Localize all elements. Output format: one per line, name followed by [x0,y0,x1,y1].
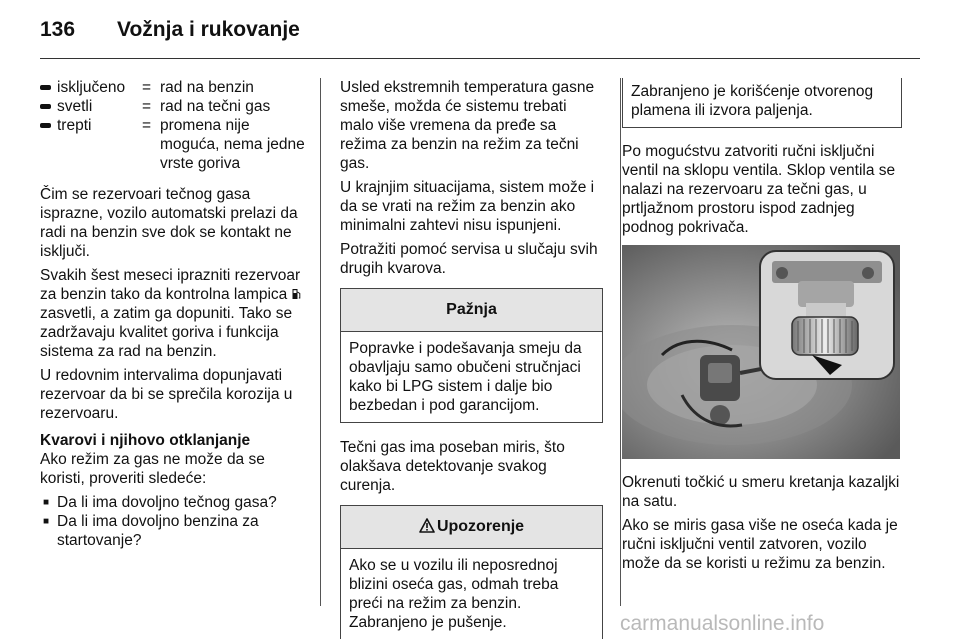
fuel-pump-icon [292,288,301,300]
lpg-equals: = [142,79,152,96]
lpg-equals: = [142,98,152,115]
list-item: ■ Da li ima dovoljno benzina za startovanje? [40,512,308,550]
paragraph: Potražiti pomoć servisa u slučaju svih drugih kvarova. [340,241,598,277]
warning-continuation-body: Zabranjeno je korišćenje otvorenog plamena ili izvora paljenja. [631,83,874,119]
paragraph: Čim se rezervoari tečnog gasa isprazne, vozilo automatski prelazi da radi na benzin sve dok se kontakt ne isključi. [40,186,298,260]
warning-title: Upozorenje [436,518,525,535]
paragraph: Po mogućstvu zatvoriti ručni isključni ventil na sklopu ventila. Sklop ventila se nalazi na rezervoaru za tečni gas, u prtljažnom prostoru ispod zadnjeg podnog pokrivača. [622,143,896,236]
page-number: 136 [40,18,76,41]
lpg-row [40,116,308,173]
column-1 [40,78,308,550]
notice-box [340,288,603,423]
paragraph: Usled ekstremnih temperatura gasne smeše, možda će sistemu trebati malo više vremena da pređe sa režima za benzin na režim za tečni gas. [340,79,595,172]
notice-title: Pažnja [341,289,602,332]
paragraph: U krajnjim situacijama, sistem može i da se vrati na režim za benzin ako minimalni zahtevi nisu ispunjeni. [340,179,595,234]
lpg-row [40,97,308,116]
lpg-state: isključeno [57,79,126,96]
lpg-desc: rad na benzin [160,79,254,96]
page-title: Vožnja i rukovanje [117,18,300,41]
paragraph: Tečni gas ima poseban miris, što olakšava detektovanje svakog curenja. [340,439,565,494]
paragraph [40,266,308,361]
lpg-state: trepti [57,117,92,134]
warning-body: Ako se u vozilu ili neposrednoj blizini oseća gas, odmah treba preći na režim za benzin. Zabranjeno je pušenje. [349,557,559,631]
warning-box [340,505,603,639]
lpg-indicator-icon [40,85,51,90]
column-divider-2 [620,78,621,606]
header-rule [40,58,920,59]
valve-assembly-photo [622,245,900,459]
column-2 [340,78,603,639]
column-3 [622,78,902,578]
lpg-desc: promena nije moguća, nema jedne vrste goriva [160,117,305,172]
warning-triangle-icon [419,518,435,533]
lpg-desc: rad na tečni gas [160,98,271,115]
lpg-row [40,78,308,97]
text-span: zasvetli, a zatim ga dopuniti. Tako se zadržavaju kvalitet goriva i funkcija sistema za rad na benzin. [40,305,293,360]
section-heading: Kvarovi i njihovo otklanjanje [40,432,251,449]
warning-continuation-box [622,78,902,128]
lpg-state: svetli [57,98,93,115]
column-divider-1 [320,78,321,606]
lpg-indicator-icon [40,123,51,128]
paragraph: Okrenuti točkić u smeru kretanja kazaljki na satu. [622,474,900,510]
warning-header [341,506,602,549]
notice-body: Popravke i podešavanja smeju da obavljaju samo obučeni stručnjaci kako bi LPG sistem i dalje bio bezbedan i pod garancijom. [349,340,582,414]
lpg-equals: = [142,117,152,134]
paragraph: U redovnim intervalima dopunjavati rezervoar da bi se sprečila korozija u rezervoaru. [40,367,293,422]
lpg-indicator-icon [40,104,51,109]
lpg-indicator-table [40,78,308,173]
paragraph: Ako režim za gas ne može da se koristi, proveriti sledeće: [40,451,265,487]
watermark: carmanualsonline.info [620,612,825,635]
list-item: ■ Da li ima dovoljno tečnog gasa? [40,493,308,512]
check-list [40,493,308,550]
paragraph: Ako se miris gasa više ne oseća kada je ručni isključni ventil zatvoren, vozilo može da se koristi u režimu za benzin. [622,517,898,572]
text-span: Svakih šest meseci iprazniti rezervoar za benzin tako da kontrolna lampica [40,267,301,303]
